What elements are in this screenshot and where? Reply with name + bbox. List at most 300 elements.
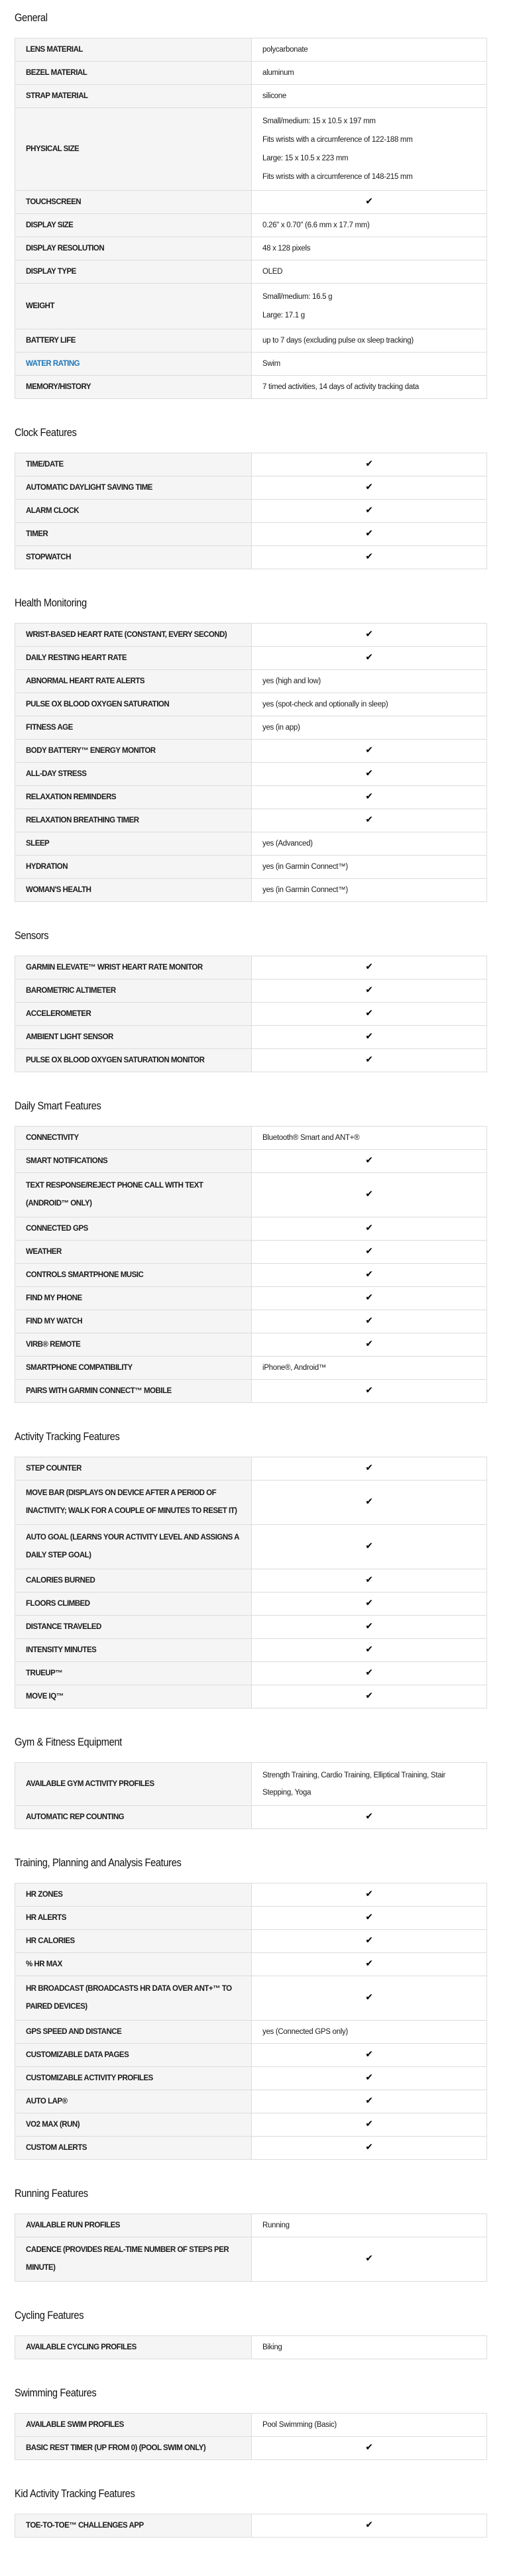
spec-table [15, 1457, 487, 1708]
spec-label: WEATHER [15, 1241, 252, 1264]
spec-label: DISPLAY RESOLUTION [15, 237, 252, 260]
spec-value [252, 2044, 487, 2067]
spec-row [15, 2437, 487, 2460]
checkmark-icon: ✔ [365, 1958, 373, 1969]
spec-label: SMART NOTIFICATIONS [15, 1150, 252, 1173]
spec-value [252, 453, 487, 476]
spec-row [15, 1525, 487, 1569]
spec-value [252, 2237, 487, 2282]
spec-row [15, 353, 487, 376]
spec-value [252, 763, 487, 786]
spec-value-line: Fits wrists with a circumference of 122-188 mm [262, 136, 413, 144]
spec-value: polycarbonate [252, 38, 487, 62]
spec-table [15, 2213, 487, 2282]
spec-label: BEZEL MATERIAL [15, 62, 252, 85]
spec-label: BAROMETRIC ALTIMETER [15, 980, 252, 1003]
spec-label: BATTERY LIFE [15, 329, 252, 353]
checkmark-icon: ✔ [365, 768, 373, 779]
spec-value [252, 1481, 487, 1525]
spec-table [15, 1126, 487, 1403]
spec-row [15, 329, 487, 353]
spec-label: AVAILABLE SWIM PROFILES [15, 2414, 252, 2437]
spec-value [252, 2437, 487, 2460]
spec-section [15, 2384, 487, 2460]
spec-value-line: Large: 17.1 g [262, 311, 305, 319]
spec-row [15, 1333, 487, 1357]
spec-label: AVAILABLE GYM ACTIVITY PROFILES [15, 1763, 252, 1806]
checkmark-icon: ✔ [365, 2096, 373, 2106]
checkmark-icon: ✔ [365, 745, 373, 756]
spec-row [15, 85, 487, 108]
spec-label: STRAP MATERIAL [15, 85, 252, 108]
checkmark-icon: ✔ [365, 1889, 373, 1899]
spec-row [15, 1907, 487, 1930]
checkmark-icon: ✔ [365, 1269, 373, 1280]
spec-section [15, 2307, 487, 2359]
spec-value: Swim [252, 353, 487, 376]
spec-value [252, 624, 487, 647]
spec-row [15, 693, 487, 716]
spec-table [15, 623, 487, 902]
spec-row [15, 1049, 487, 1072]
spec-row [15, 1127, 487, 1150]
spec-label: % HR MAX [15, 1953, 252, 1976]
spec-label: CUSTOMIZABLE DATA PAGES [15, 2044, 252, 2067]
spec-section [15, 1734, 487, 1829]
spec-row [15, 2137, 487, 2160]
spec-row [15, 1026, 487, 1049]
checkmark-icon: ✔ [365, 1316, 373, 1326]
spec-label: CONNECTED GPS [15, 1217, 252, 1241]
spec-section [15, 424, 487, 569]
spec-label: ACCELEROMETER [15, 1003, 252, 1026]
checkmark-icon: ✔ [365, 2049, 373, 2060]
checkmark-icon: ✔ [365, 985, 373, 995]
spec-value: 0.26" x 0.70" (6.6 mm x 17.7 mm) [252, 214, 487, 237]
spec-row [15, 2214, 487, 2237]
spec-row [15, 2113, 487, 2137]
checkmark-icon: ✔ [365, 1691, 373, 1701]
section-title: Running Features [15, 2187, 88, 2200]
checkmark-icon: ✔ [365, 1621, 373, 1632]
spec-row [15, 670, 487, 693]
spec-label: CADENCE (PROVIDES REAL-TIME NUMBER OF STEPS PER MINUTE) [15, 2237, 252, 2282]
checkmark-icon: ✔ [365, 1031, 373, 1042]
checkmark-icon: ✔ [365, 1189, 373, 1200]
checkmark-icon: ✔ [365, 1008, 373, 1019]
spec-table [15, 1883, 487, 2160]
section-title: Cycling Features [15, 2309, 84, 2322]
spec-value: Bluetooth® Smart and ANT+® [252, 1127, 487, 1150]
spec-value [252, 1907, 487, 1930]
spec-row [15, 2021, 487, 2044]
spec-value: Running [252, 2214, 487, 2237]
spec-row [15, 62, 487, 85]
spec-row [15, 376, 487, 399]
spec-value [252, 2090, 487, 2113]
spec-row [15, 980, 487, 1003]
spec-row [15, 786, 487, 809]
section-title: Activity Tracking Features [15, 1430, 120, 1443]
spec-row [15, 1930, 487, 1953]
spec-value [252, 1026, 487, 1049]
spec-value: 48 x 128 pixels [252, 237, 487, 260]
spec-row [15, 1953, 487, 1976]
spec-label: PULSE OX BLOOD OXYGEN SATURATION [15, 693, 252, 716]
spec-value [252, 1310, 487, 1333]
spec-row [15, 500, 487, 523]
spec-row [15, 1241, 487, 1264]
spec-row [15, 453, 487, 476]
section-title: Health Monitoring [15, 596, 87, 609]
spec-table [15, 2413, 487, 2460]
checkmark-icon: ✔ [365, 1992, 373, 2003]
spec-value: 7 timed activities, 14 days of activity tracking data [252, 376, 487, 399]
spec-row [15, 284, 487, 329]
section-title: Gym & Fitness Equipment [15, 1736, 122, 1748]
section-title: Sensors [15, 929, 49, 942]
checkmark-icon: ✔ [365, 1598, 373, 1608]
spec-label: HR ZONES [15, 1883, 252, 1907]
spec-label: MOVE BAR (DISPLAYS ON DEVICE AFTER A PERIOD OF INACTIVITY; WALK FOR A COUPLE OF MINUTES TO RESET IT) [15, 1481, 252, 1525]
spec-row [15, 2090, 487, 2113]
spec-label: AVAILABLE RUN PROFILES [15, 2214, 252, 2237]
spec-row [15, 740, 487, 763]
checkmark-icon: ✔ [365, 1575, 373, 1585]
spec-row [15, 716, 487, 740]
spec-value: silicone [252, 85, 487, 108]
spec-label: TRUEUP™ [15, 1662, 252, 1685]
spec-label: ALL-DAY STRESS [15, 763, 252, 786]
spec-value [252, 1173, 487, 1217]
spec-label: TOE-TO-TOE™ CHALLENGES APP [15, 2514, 252, 2538]
spec-row [15, 1150, 487, 1173]
spec-value [252, 1380, 487, 1403]
spec-label: FIND MY WATCH [15, 1310, 252, 1333]
spec-row [15, 1662, 487, 1685]
spec-row [15, 1003, 487, 1026]
spec-row [15, 1806, 487, 1829]
spec-value-line: Small/medium: 15 x 10.5 x 197 mm [262, 117, 376, 125]
spec-label: AUTOMATIC REP COUNTING [15, 1806, 252, 1829]
spec-value [252, 2137, 487, 2160]
spec-value [252, 1976, 487, 2021]
checkmark-icon: ✔ [365, 962, 373, 972]
spec-value: iPhone®, Android™ [252, 1357, 487, 1380]
checkmark-icon: ✔ [365, 1811, 373, 1822]
spec-label: CONTROLS SMARTPHONE MUSIC [15, 1264, 252, 1287]
section-title: General [15, 11, 48, 24]
spec-value [252, 1525, 487, 1569]
spec-table [15, 1762, 487, 1829]
checkmark-icon: ✔ [365, 551, 373, 562]
spec-value [252, 546, 487, 569]
spec-value [252, 1150, 487, 1173]
spec-value [252, 1685, 487, 1708]
spec-row [15, 546, 487, 569]
spec-value [252, 1287, 487, 1310]
checkmark-icon: ✔ [365, 1541, 373, 1551]
checkmark-icon: ✔ [365, 1155, 373, 1166]
spec-label: HR CALORIES [15, 1930, 252, 1953]
spec-label: PAIRS WITH GARMIN CONNECT™ MOBILE [15, 1380, 252, 1403]
spec-label-link[interactable]: WATER RATING [15, 353, 252, 376]
spec-label: HYDRATION [15, 856, 252, 879]
spec-label: WRIST-BASED HEART RATE (CONSTANT, EVERY SECOND) [15, 624, 252, 647]
checkmark-icon: ✔ [365, 2520, 373, 2530]
spec-label: INTENSITY MINUTES [15, 1639, 252, 1662]
spec-value: yes (spot-check and optionally in sleep) [252, 693, 487, 716]
spec-value [252, 1616, 487, 1639]
spec-row [15, 1264, 487, 1287]
spec-value [252, 2113, 487, 2137]
checkmark-icon: ✔ [365, 1223, 373, 1233]
spec-label: AMBIENT LIGHT SENSOR [15, 1026, 252, 1049]
spec-value [252, 2514, 487, 2538]
spec-label: CUSTOMIZABLE ACTIVITY PROFILES [15, 2067, 252, 2090]
checkmark-icon: ✔ [365, 2072, 373, 2083]
spec-label: AVAILABLE CYCLING PROFILES [15, 2336, 252, 2359]
spec-row [15, 1217, 487, 1241]
spec-label: SLEEP [15, 832, 252, 856]
spec-row [15, 763, 487, 786]
spec-table [15, 38, 487, 399]
checkmark-icon: ✔ [365, 1912, 373, 1923]
spec-row [15, 2067, 487, 2090]
spec-row [15, 1639, 487, 1662]
spec-row [15, 1481, 487, 1525]
spec-row [15, 647, 487, 670]
spec-value [252, 647, 487, 670]
spec-row [15, 624, 487, 647]
spec-label: ALARM CLOCK [15, 500, 252, 523]
checkmark-icon: ✔ [365, 505, 373, 516]
checkmark-icon: ✔ [365, 791, 373, 802]
spec-value: yes (high and low) [252, 670, 487, 693]
spec-value [252, 1662, 487, 1685]
spec-label: GPS SPEED AND DISTANCE [15, 2021, 252, 2044]
spec-row [15, 108, 487, 191]
spec-value [252, 956, 487, 980]
spec-table [15, 2335, 487, 2359]
spec-row [15, 237, 487, 260]
spec-label: RELAXATION REMINDERS [15, 786, 252, 809]
spec-section [15, 1854, 487, 2160]
spec-section [15, 594, 487, 902]
spec-value: yes (in Garmin Connect™) [252, 856, 487, 879]
spec-row [15, 1976, 487, 2021]
spec-label: BODY BATTERY™ ENERGY MONITOR [15, 740, 252, 763]
spec-section [15, 2185, 487, 2282]
spec-row [15, 1357, 487, 1380]
checkmark-icon: ✔ [365, 1339, 373, 1349]
spec-label: DAILY RESTING HEART RATE [15, 647, 252, 670]
spec-label: STEP COUNTER [15, 1457, 252, 1481]
spec-label: GARMIN ELEVATE™ WRIST HEART RATE MONITOR [15, 956, 252, 980]
spec-row [15, 476, 487, 500]
spec-row [15, 523, 487, 546]
spec-value [252, 740, 487, 763]
spec-value [252, 1593, 487, 1616]
spec-label: PHYSICAL SIZE [15, 108, 252, 191]
checkmark-icon: ✔ [365, 1292, 373, 1303]
spec-row [15, 2336, 487, 2359]
spec-label: MOVE IQ™ [15, 1685, 252, 1708]
checkmark-icon: ✔ [365, 629, 373, 640]
spec-row [15, 879, 487, 902]
spec-row [15, 1380, 487, 1403]
spec-label: TEXT RESPONSE/REJECT PHONE CALL WITH TEXT (ANDROID™ ONLY) [15, 1173, 252, 1217]
spec-value [252, 2067, 487, 2090]
spec-label: WOMAN'S HEALTH [15, 879, 252, 902]
spec-row [15, 809, 487, 832]
spec-section [15, 9, 487, 399]
section-title: Training, Planning and Analysis Features [15, 1856, 182, 1869]
spec-label: STOPWATCH [15, 546, 252, 569]
checkmark-icon: ✔ [365, 2119, 373, 2129]
spec-row [15, 956, 487, 980]
spec-label: RELAXATION BREATHING TIMER [15, 809, 252, 832]
checkmark-icon: ✔ [365, 528, 373, 539]
checkmark-icon: ✔ [365, 814, 373, 825]
spec-value [252, 500, 487, 523]
spec-label: DISTANCE TRAVELED [15, 1616, 252, 1639]
spec-label: ABNORMAL HEART RATE ALERTS [15, 670, 252, 693]
spec-row [15, 1685, 487, 1708]
checkmark-icon: ✔ [365, 482, 373, 492]
spec-row [15, 1310, 487, 1333]
spec-value: Pool Swimming (Basic) [252, 2414, 487, 2437]
spec-label: CONNECTIVITY [15, 1127, 252, 1150]
spec-value [252, 1457, 487, 1481]
spec-row [15, 2514, 487, 2538]
checkmark-icon: ✔ [365, 1463, 373, 1473]
spec-label: DISPLAY TYPE [15, 260, 252, 284]
section-title: Clock Features [15, 426, 77, 439]
checkmark-icon: ✔ [365, 1054, 373, 1065]
checkmark-icon: ✔ [365, 2142, 373, 2153]
spec-value: yes (Advanced) [252, 832, 487, 856]
spec-value [252, 1333, 487, 1357]
checkmark-icon: ✔ [365, 1644, 373, 1655]
spec-value [252, 1217, 487, 1241]
spec-value [252, 1569, 487, 1593]
spec-value [252, 523, 487, 546]
spec-label: AUTO GOAL (LEARNS YOUR ACTIVITY LEVEL AND ASSIGNS A DAILY STEP GOAL) [15, 1525, 252, 1569]
spec-label: LENS MATERIAL [15, 38, 252, 62]
section-title: Kid Activity Tracking Features [15, 2487, 135, 2500]
checkmark-icon: ✔ [365, 196, 373, 207]
spec-label: AUTO LAP® [15, 2090, 252, 2113]
spec-value [252, 284, 487, 329]
spec-value [252, 1241, 487, 1264]
checkmark-icon: ✔ [365, 459, 373, 469]
spec-label: TIME/DATE [15, 453, 252, 476]
spec-row [15, 1616, 487, 1639]
spec-section [15, 1097, 487, 1403]
spec-label: BASIC REST TIMER (UP FROM 0) (POOL SWIM ONLY) [15, 2437, 252, 2460]
spec-value [252, 1806, 487, 1829]
spec-row [15, 1763, 487, 1806]
spec-value: Biking [252, 2336, 487, 2359]
spec-value [252, 1264, 487, 1287]
spec-section [15, 1428, 487, 1708]
spec-label: HR ALERTS [15, 1907, 252, 1930]
spec-value [252, 1883, 487, 1907]
checkmark-icon: ✔ [365, 1246, 373, 1257]
spec-label: MEMORY/HISTORY [15, 376, 252, 399]
spec-value: up to 7 days (excluding pulse ox sleep tracking) [252, 329, 487, 353]
spec-value-line: Small/medium: 16.5 g [262, 293, 333, 301]
spec-row [15, 2044, 487, 2067]
spec-value-line: Fits wrists with a circumference of 148-215 mm [262, 173, 413, 181]
spec-row [15, 1569, 487, 1593]
spec-row [15, 214, 487, 237]
spec-section [15, 2485, 487, 2538]
spec-row [15, 1883, 487, 1907]
checkmark-icon: ✔ [365, 1667, 373, 1678]
spec-row [15, 1173, 487, 1217]
spec-value [252, 1639, 487, 1662]
spec-value [252, 980, 487, 1003]
spec-label: TOUCHSCREEN [15, 191, 252, 214]
spec-value: Strength Training, Cardio Training, Elliptical Training, Stair Stepping, Yoga [252, 1763, 487, 1806]
spec-value [252, 809, 487, 832]
spec-table [15, 956, 487, 1072]
spec-label: DISPLAY SIZE [15, 214, 252, 237]
spec-value [252, 1930, 487, 1953]
checkmark-icon: ✔ [365, 1496, 373, 1507]
section-title: Swimming Features [15, 2386, 97, 2399]
spec-value [252, 476, 487, 500]
checkmark-icon: ✔ [365, 1385, 373, 1396]
checkmark-icon: ✔ [365, 652, 373, 663]
spec-label: WEIGHT [15, 284, 252, 329]
spec-row [15, 260, 487, 284]
spec-value [252, 1953, 487, 1976]
checkmark-icon: ✔ [365, 1935, 373, 1946]
spec-row [15, 832, 487, 856]
spec-label: CUSTOM ALERTS [15, 2137, 252, 2160]
spec-value: aluminum [252, 62, 487, 85]
spec-row [15, 2237, 487, 2282]
section-title: Daily Smart Features [15, 1099, 101, 1112]
spec-value-line: Large: 15 x 10.5 x 223 mm [262, 154, 349, 162]
spec-value: yes (Connected GPS only) [252, 2021, 487, 2044]
spec-label: VO2 MAX (RUN) [15, 2113, 252, 2137]
spec-label: SMARTPHONE COMPATIBILITY [15, 1357, 252, 1380]
spec-value: yes (in app) [252, 716, 487, 740]
spec-label: CALORIES BURNED [15, 1569, 252, 1593]
spec-label: VIRB® REMOTE [15, 1333, 252, 1357]
spec-row [15, 1593, 487, 1616]
spec-label: TIMER [15, 523, 252, 546]
spec-table [15, 453, 487, 569]
checkmark-icon: ✔ [365, 2253, 373, 2264]
spec-value [252, 1049, 487, 1072]
spec-value [252, 786, 487, 809]
spec-row [15, 856, 487, 879]
spec-value: yes (in Garmin Connect™) [252, 879, 487, 902]
checkmark-icon: ✔ [365, 2442, 373, 2453]
spec-label: PULSE OX BLOOD OXYGEN SATURATION MONITOR [15, 1049, 252, 1072]
spec-row [15, 1457, 487, 1481]
spec-value [252, 108, 487, 191]
spec-value [252, 191, 487, 214]
spec-table [15, 2514, 487, 2538]
spec-label: FITNESS AGE [15, 716, 252, 740]
spec-value: OLED [252, 260, 487, 284]
